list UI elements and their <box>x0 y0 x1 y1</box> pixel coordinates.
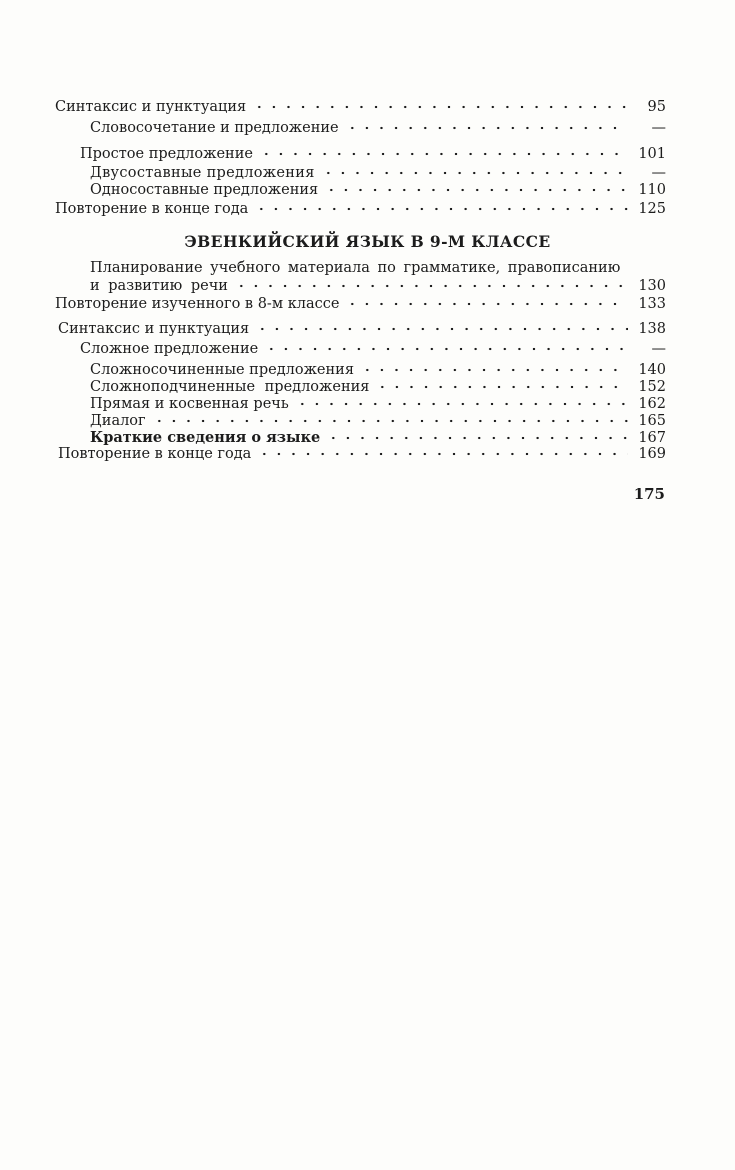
toc-entry-page: — <box>651 120 666 136</box>
dot-leader <box>264 344 628 354</box>
dot-leader <box>295 399 628 409</box>
toc-entry <box>55 199 666 217</box>
toc-entry-page: — <box>651 341 666 357</box>
dot-leader <box>345 123 628 133</box>
dot-leader <box>375 382 628 392</box>
section-heading: ЭВЕНКИЙСКИЙ ЯЗЫК В 9-М КЛАССЕ <box>184 232 551 251</box>
dot-leader <box>321 168 628 178</box>
toc-entry-page: 162 <box>638 396 666 412</box>
toc-entry-title: Сложное предложение <box>80 341 259 357</box>
toc-entry-title: Краткие сведения о языке <box>90 429 321 446</box>
toc-entry <box>55 294 666 312</box>
dot-leader <box>324 185 628 195</box>
dot-leader <box>345 299 628 309</box>
toc-entry-page: 138 <box>638 321 666 337</box>
toc-entry-title: Простое предложение <box>80 146 253 162</box>
toc-entry-page: — <box>651 165 666 181</box>
toc-entry-title: и развитию речи <box>90 278 228 294</box>
toc-entry-page: 125 <box>638 201 666 217</box>
toc-entry-title: Повторение в конце года <box>55 201 249 217</box>
toc-entry-title: Диалог <box>90 413 146 429</box>
toc-entry-page: 130 <box>638 278 666 294</box>
toc-entry <box>90 394 666 412</box>
toc-entry-title: Двусоставные предложения <box>90 165 315 181</box>
dot-leader <box>255 324 628 334</box>
toc-entry <box>90 163 666 181</box>
toc-entry-page: 95 <box>647 99 666 115</box>
dot-leader <box>234 281 628 291</box>
toc-entry <box>80 144 666 162</box>
toc-entry-title: Словосочетание и предложение <box>90 120 339 136</box>
dot-leader <box>257 449 628 459</box>
toc-entry-title: Повторение изученного в 8-м классе <box>55 296 340 312</box>
toc-entry <box>55 97 666 115</box>
toc-entry-title: Синтаксис и пунктуация <box>55 99 247 115</box>
toc-entry <box>90 118 666 136</box>
toc-entry-page: 169 <box>638 446 666 462</box>
dot-leader <box>252 102 628 112</box>
toc-entry <box>90 276 666 294</box>
dot-leader <box>259 149 628 159</box>
toc-entry <box>90 360 666 378</box>
toc-entry-page: 133 <box>638 296 666 312</box>
toc-entry-page: 110 <box>638 182 666 198</box>
dot-leader <box>254 204 628 214</box>
dot-leader <box>152 416 628 426</box>
toc-entry-title: Сложноподчиненные предложения <box>90 379 370 395</box>
toc-entry <box>58 444 666 462</box>
dot-leader <box>360 365 628 375</box>
toc-entry-title: Односоставные предложения <box>90 182 319 198</box>
toc-entry-page: 152 <box>638 379 666 395</box>
toc-entry-page: 140 <box>638 362 666 378</box>
toc-entry-title: Прямая и косвенная речь <box>90 396 289 412</box>
toc-entry <box>90 411 666 429</box>
toc-entry <box>90 180 666 198</box>
toc-entry-title: Повторение в конце года <box>58 446 252 462</box>
toc-entry-title: Синтаксис и пунктуация <box>58 321 250 337</box>
toc-entry-title: Сложносочиненные предложения <box>90 362 354 378</box>
toc-entry-page: 167 <box>638 430 666 446</box>
toc-entry <box>80 339 666 357</box>
toc-entry-page: 101 <box>638 146 666 162</box>
toc-entry-page: 165 <box>638 413 666 429</box>
dot-leader <box>326 433 628 443</box>
toc-entry <box>90 377 666 395</box>
toc-entry-title-line1: Планирование учебного материала по грамматике, правописанию <box>90 260 621 276</box>
toc-entry <box>58 319 666 337</box>
page-number: 175 <box>633 485 665 503</box>
